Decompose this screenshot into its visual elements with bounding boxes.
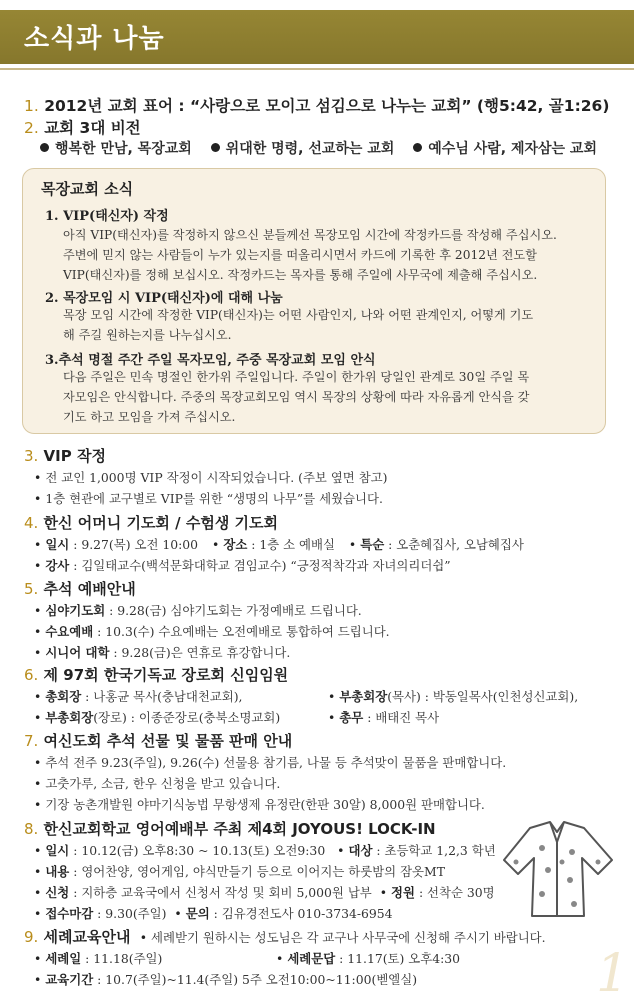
section-new-officers: 6. 제 97회 한국기독교 장로회 신임임원 — [24, 666, 289, 684]
item-number: 2. — [24, 119, 39, 137]
bullet-icon — [211, 143, 220, 152]
list-item: • 심야기도회 : 9.28(금) 심야기도회는 가정예배로 드립니다. — [34, 603, 362, 618]
item-number: 1. — [24, 97, 39, 115]
box-item-text: 목장 모임 시간에 작정한 VIP(태신자)는 어떤 사람인지, 나와 어떤 관계인지, 어떻게 기도 해 주길 원하는지를 나누십시오. — [63, 308, 534, 342]
list-item: • 세례일 : 11.18(주일) — [34, 951, 163, 966]
section-lock-in: 8. 한신교회학교 영어예배부 주최 제4회 JOYOUS! LOCK-IN — [24, 820, 436, 838]
list-item: • 총무 : 배태진 목사 — [328, 710, 440, 725]
box-item-title: 2. 목장모임 시 VIP(태신자)에 대해 나눔 — [45, 291, 283, 306]
list-item: • 내용 : 영어찬양, 영어게임, 야식만들기 등으로 이어지는 하룻밤의 잠옷MT — [34, 864, 445, 879]
box-item-title: 1. VIP(태신자) 작정 — [45, 209, 169, 224]
list-item: • 기장 농촌개발원 야마기식농법 무항생제 유정란(한판 30알) 8,000원 판매합니다. — [34, 797, 485, 812]
list-item: • 세례문답 : 11.17(토) 오후4:30 — [276, 951, 461, 966]
bullet-icon — [40, 143, 49, 152]
pajama-icon — [492, 808, 622, 938]
list-item: • 일시 : 9.27(목) 오전 10:00 • 장소 : 1층 소 예배실 • 특순 : 오춘혜집사, 오남혜집사 — [34, 537, 524, 552]
vision-item: 예수님 사람, 제자삼는 교회 — [413, 141, 597, 157]
box-item-text: 아직 VIP(태신자)를 작정하지 않으신 분들께선 목장모임 시간에 작정카드를 작성해 주십시오. 주변에 믿지 않는 사람들이 누가 있는지를 떠올리시면서 카드에 기록한 후 2012년 전도할 VIP(태신자)를 정해 보십시오. 작정카드는 목자를 통해 주일에 사무국에 제출해 주십시오. — [63, 228, 557, 282]
list-item: • 수요예배 : 10.3(수) 수요예배는 오전예배로 통합하여 드립니다. — [34, 624, 390, 639]
vision-list — [40, 138, 597, 158]
page-number: 1 — [596, 944, 630, 997]
mokjang-news-box — [22, 168, 606, 434]
section-baptism: 9. 세례교육안내 • 세례받기 원하시는 성도님은 각 교구나 사무국에 신청해 주시기 바랍니다. — [24, 928, 546, 946]
list-item: • 신청 : 지하층 교육국에서 신청서 작성 및 회비 5,000원 납부 • 정원 : 선착순 30명 — [34, 885, 495, 900]
vision-item: 위대한 명령, 선교하는 교회 — [211, 141, 395, 157]
bullet-icon — [413, 143, 422, 152]
list-item: • 총회장 : 나홍균 목사(충남대천교회), — [34, 689, 243, 704]
list-item: • 일시 : 10.12(금) 오후8:30 ~ 10.13(토) 오전9:30 • 대상 : 초등학교 1,2,3 학년 — [34, 843, 496, 858]
list-item: • 강사 : 김일태교수(백석문화대학교 겸임교수) “긍정적착각과 자녀의리더쉽” — [34, 558, 451, 573]
box-title: 목장교회 소식 — [41, 180, 134, 198]
motto-line — [24, 94, 609, 116]
list-item: • 부총회장(장로) : 이종준장로(충북소명교회) — [34, 710, 281, 725]
vision-heading — [24, 116, 141, 138]
vision-heading-text: 교회 3대 비전 — [44, 119, 141, 137]
header-divider — [0, 68, 634, 70]
list-item: • 추석 전주 9.23(주일), 9.26(수) 선물용 참기름, 나물 등 추석맞이 물품을 판매합니다. — [34, 755, 507, 770]
list-item: • 부총회장(목사) : 박동일목사(인천성신교회), — [328, 689, 579, 704]
section-sales: 7. 여신도회 추석 선물 및 물품 판매 안내 — [24, 732, 293, 750]
section-chuseok-worship: 5. 추석 예배안내 — [24, 580, 136, 598]
list-item: • 고춧가루, 소금, 한우 신청을 받고 있습니다. — [34, 776, 281, 791]
list-item: • 교육기간 : 10.7(주일)~11.4(주일) 5주 오전10:00~11:00(벧엘실) — [34, 972, 418, 987]
motto-text: 2012년 교회 표어 : “사랑으로 모이고 섬김으로 나누는 교회” (행5:42, 골1:26) — [44, 97, 610, 115]
box-item-title: 3.추석 명절 주간 주일 목자모임, 주중 목장교회 모임 안식 — [45, 353, 376, 368]
list-item: • 시니어 대학 : 9.28(금)은 연휴로 휴강합니다. — [34, 645, 291, 660]
list-item: • 접수마감 : 9.30(주일) • 문의 : 김유경전도사 010-3734-6954 — [34, 906, 393, 921]
list-item: • 1층 현관에 교구별로 VIP를 위한 “생명의 나무”를 세웠습니다. — [34, 491, 383, 506]
header — [0, 0, 634, 76]
section-vip: 3. VIP 작정 — [24, 447, 106, 465]
list-item: • 전 교인 1,000명 VIP 작정이 시작되었습니다. (주보 옆면 참고) — [34, 470, 388, 485]
section-prayer-meeting: 4. 한신 어머니 기도회 / 수험생 기도회 — [24, 514, 278, 532]
page-title: 소식과 나눔 — [24, 24, 165, 54]
box-item-text: 다음 주일은 민속 명절인 한가위 주일입니다. 주일이 한가위 당일인 관계로 30일 주일 목 자모임은 안식합니다. 주중의 목장교회모임 역시 목장의 상황에 따라 자유롭게 안식을 갖 기도 하고 모임을 가져 주십시오. — [63, 370, 530, 424]
vision-item: 행복한 만남, 목장교회 — [40, 141, 192, 157]
